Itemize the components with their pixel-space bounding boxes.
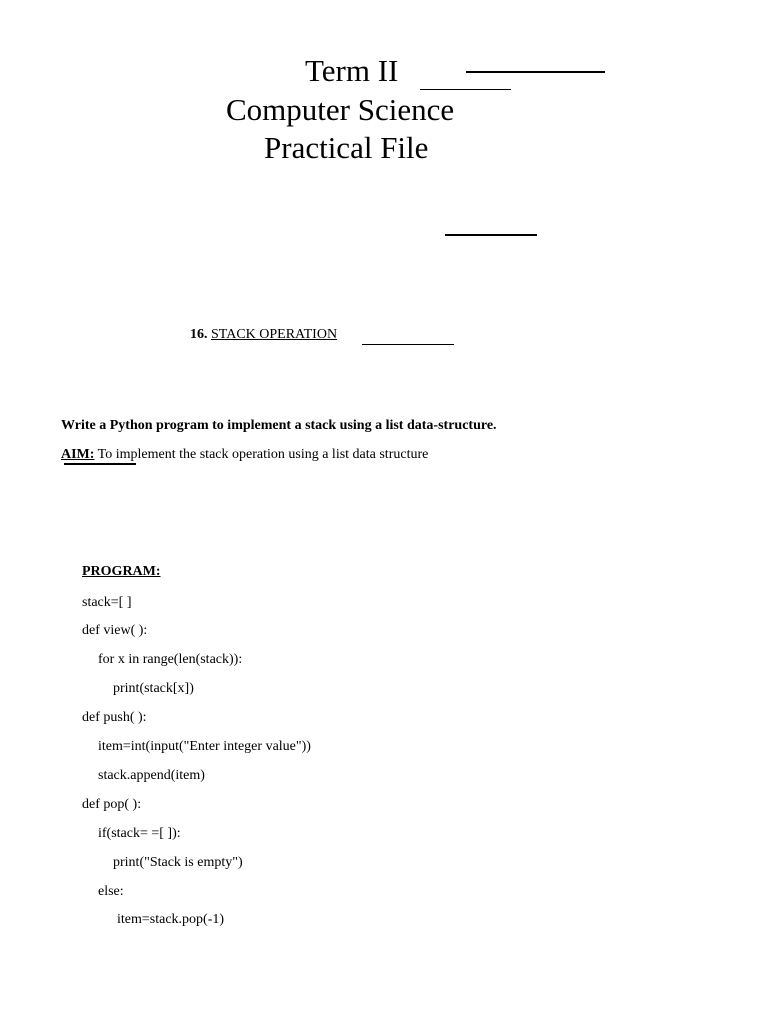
code-line: def view( ): — [82, 623, 148, 638]
aim-label: AIM: — [61, 447, 95, 462]
code-line: item=int(input("Enter integer value")) — [98, 739, 311, 754]
section-heading — [190, 327, 337, 343]
code-line: def pop( ): — [82, 797, 142, 812]
code-line: item=stack.pop(-1) — [117, 912, 225, 927]
title-blank-rule — [445, 234, 537, 236]
code-line: def push( ): — [82, 710, 147, 725]
title-line-1: Term II — [305, 53, 399, 88]
code-line: stack=[ ] — [82, 595, 132, 610]
code-line: print(stack[x]) — [113, 681, 194, 696]
code-line: print("Stack is empty") — [113, 855, 243, 870]
program-heading: PROGRAM: — [82, 564, 161, 579]
section-number: 16. — [190, 327, 208, 342]
code-line: else: — [98, 884, 124, 899]
code-line: for x in range(len(stack)): — [98, 652, 243, 667]
code-line: if(stack= =[ ]): — [98, 826, 181, 841]
title-line-3: Practical File — [264, 130, 429, 165]
title-underline-short — [420, 89, 511, 90]
aim-underline — [64, 463, 136, 465]
aim-text: To implement the stack operation using a list data structure — [94, 447, 429, 462]
section-underline — [362, 344, 454, 345]
code-line: stack.append(item) — [98, 768, 205, 783]
title-line-2: Computer Science — [226, 92, 455, 127]
task-statement: Write a Python program to implement a stack using a list data-structure. — [61, 418, 497, 433]
title-underline-long — [466, 71, 605, 73]
section-name: STACK OPERATION — [211, 327, 338, 342]
aim-line — [61, 447, 428, 463]
